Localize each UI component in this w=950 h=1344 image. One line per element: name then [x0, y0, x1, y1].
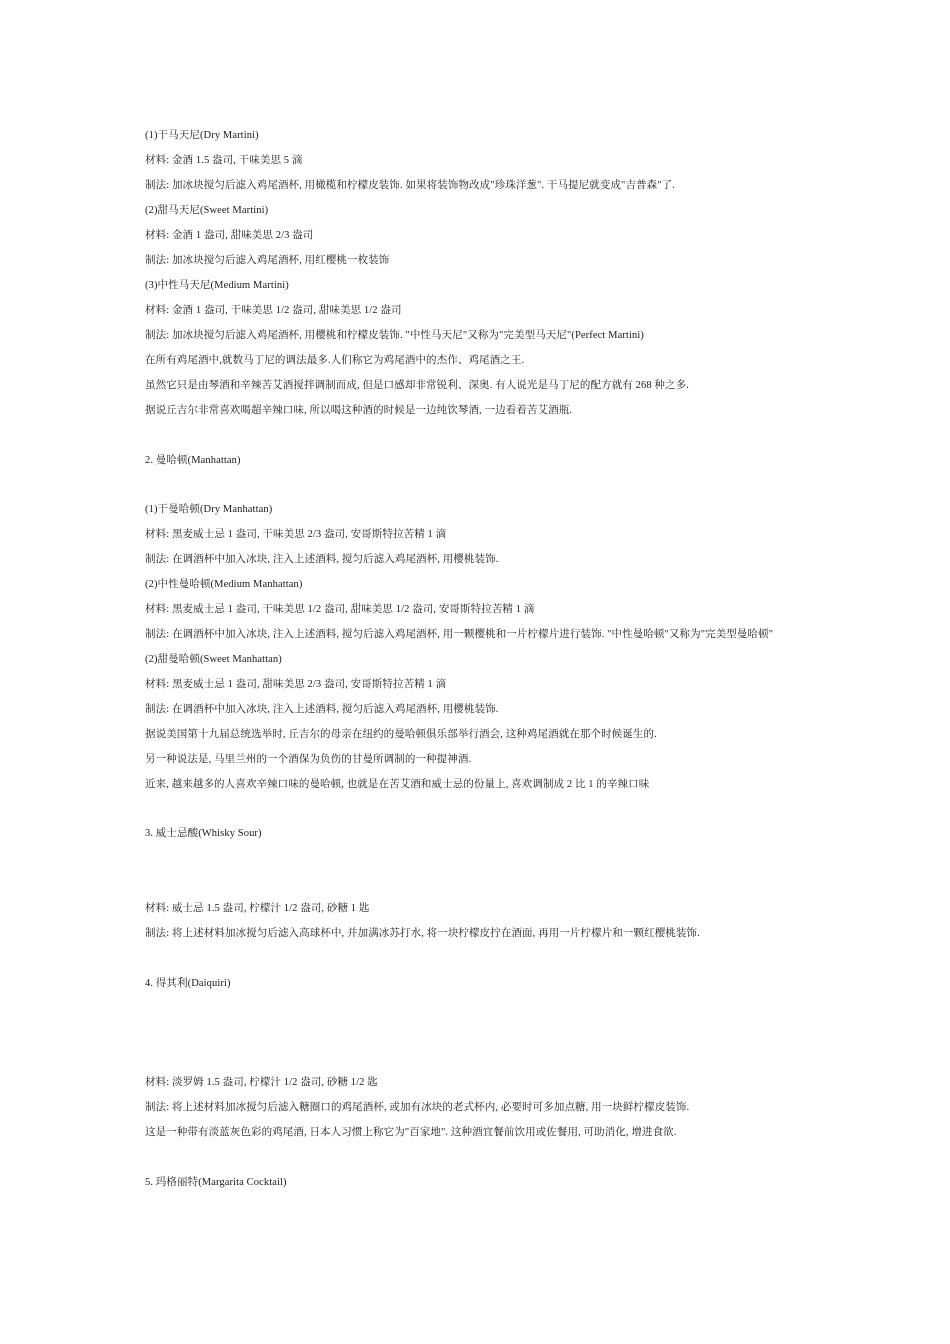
method-line: 制法: 在调酒杯中加入冰块, 注入上述酒料, 搅匀后滤入鸡尾酒杯, 用樱桃装饰.	[145, 554, 499, 565]
ingredients-line: 材料: 黑麦威士忌 1 盎司, 甜味美思 2/3 盎司, 安哥斯特拉苦精 1 滴	[145, 679, 447, 690]
paragraph-line: 近来, 越来越多的人喜欢辛辣口味的曼哈顿, 也就是在苦艾酒和威士忌的份量上, 喜欢调制成 2 比 1 的辛辣口味	[145, 779, 650, 790]
ingredients-line: 材料: 金酒 1.5 盎司, 干味美思 5 滴	[145, 155, 303, 166]
method-line: 制法: 将上述材料加冰搅匀后滤入糖圈口的鸡尾酒杯, 或加有冰块的老式杯内, 必要时可多加点糖, 用一块鲜柠檬皮装饰.	[145, 1102, 690, 1113]
recipe-title-dry-manhattan: (1)干曼哈顿(Dry Manhattan)	[145, 504, 273, 515]
ingredients-line: 材料: 淡罗姆 1.5 盎司, 柠檬汁 1/2 盎司, 砂糖 1/2 匙	[145, 1077, 378, 1088]
method-line: 制法: 加冰块搅匀后滤入鸡尾酒杯, 用橄榄和柠檬皮装饰. 如果将装饰物改成"珍珠洋葱". 干马提尼就变成"吉普森"了.	[145, 180, 675, 191]
ingredients-line: 材料: 金酒 1 盎司, 甜味美思 2/3 盎司	[145, 230, 314, 241]
recipe-title-medium-martini: (3)中性马天尼(Medium Martini)	[145, 280, 289, 291]
recipe-title-sweet-martini: (2)甜马天尼(Sweet Martini)	[145, 205, 269, 216]
recipe-title-dry-martini: (1)干马天尼(Dry Martini)	[145, 130, 259, 141]
paragraph-line: 虽然它只是由琴酒和辛辣苦艾酒搅拌调制而成, 但是口感却非常锐利、深奥. 有人说光是马丁尼的配方就有 268 种之多.	[145, 380, 689, 391]
section-heading-manhattan: 2. 曼哈顿(Manhattan)	[145, 455, 241, 466]
recipe-title-sweet-manhattan: (2)甜曼哈顿(Sweet Manhattan)	[145, 654, 282, 665]
paragraph-line: 在所有鸡尾酒中,就数马丁尼的调法最多.人们称它为鸡尾酒中的杰作、鸡尾酒之王.	[145, 355, 525, 366]
section-heading-whisky-sour: 3. 威士忌酸(Whisky Sour)	[145, 828, 262, 839]
ingredients-line: 材料: 金酒 1 盎司, 干味美思 1/2 盎司, 甜味美思 1/2 盎司	[145, 305, 402, 316]
method-line: 制法: 将上述材料加冰搅匀后滤入高球杯中, 并加满冰苏打水, 将一块柠檬皮拧在酒面, 再用一片柠檬片和一颗红樱桃装饰.	[145, 928, 700, 939]
paragraph-line: 另一种说法是, 马里兰州的一个酒保为负伤的甘曼所调制的一种提神酒.	[145, 754, 472, 765]
ingredients-line: 材料: 威士忌 1.5 盎司, 柠檬汁 1/2 盎司, 砂糖 1 匙	[145, 903, 370, 914]
section-heading-margarita: 5. 玛格丽特(Margarita Cocktail)	[145, 1177, 287, 1188]
ingredients-line: 材料: 黑麦威士忌 1 盎司, 干味美思 1/2 盎司, 甜味美思 1/2 盎司, 安哥斯特拉苦精 1 滴	[145, 604, 535, 615]
paragraph-line: 据说丘吉尔非常喜欢喝超辛辣口味, 所以喝这种酒的时候是一边纯饮琴酒, 一边看着苦艾酒瓶.	[145, 405, 573, 416]
method-line: 制法: 在调酒杯中加入冰块, 注入上述酒料, 搅匀后滤入鸡尾酒杯, 用樱桃装饰.	[145, 704, 499, 715]
paragraph-line: 这是一种带有淡蓝灰色彩的鸡尾酒, 日本人习惯上称它为"百家地". 这种酒宜餐前饮用或佐餐用, 可助消化, 增进食欲.	[145, 1127, 677, 1138]
recipe-title-medium-manhattan: (2)中性曼哈顿(Medium Manhattan)	[145, 579, 303, 590]
section-heading-daiquiri: 4. 得其利(Daiquiri)	[145, 978, 231, 989]
ingredients-line: 材料: 黑麦威士忌 1 盎司, 干味美思 2/3 盎司, 安哥斯特拉苦精 1 滴	[145, 529, 447, 540]
paragraph-line: 据说美国第十九届总统选举时, 丘吉尔的母亲在纽约的曼哈顿俱乐部举行酒会, 这种鸡尾酒就在那个时候诞生的.	[145, 729, 657, 740]
method-line: 制法: 加冰块搅匀后滤入鸡尾酒杯, 用樱桃和柠檬皮装饰. "中性马天尼"又称为"完美型马天尼"(Perfect Martini)	[145, 330, 644, 341]
method-line: 制法: 加冰块搅匀后滤入鸡尾酒杯, 用红樱桃一枚装饰	[145, 255, 390, 266]
method-line: 制法: 在调酒杯中加入冰块, 注入上述酒料, 搅匀后滤入鸡尾酒杯, 用一颗樱桃和一片柠檬片进行装饰. "中性曼哈顿"又称为"完美型曼哈顿"	[145, 629, 774, 640]
